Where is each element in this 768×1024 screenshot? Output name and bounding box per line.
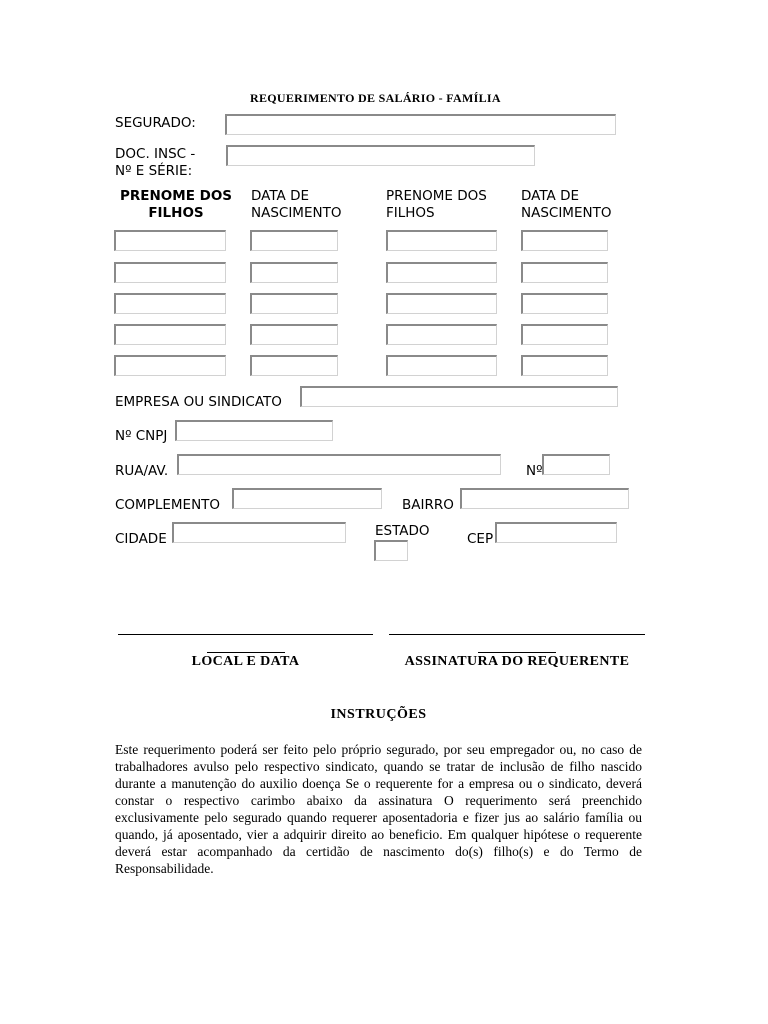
empresa-label: EMPRESA OU SINDICATO — [115, 394, 282, 410]
cidade-field[interactable] — [172, 522, 346, 543]
col4-header-line1: DATA DE — [521, 188, 579, 204]
child-birthdate-field[interactable] — [521, 230, 608, 251]
child-birthdate-field[interactable] — [250, 355, 338, 376]
child-birthdate-field[interactable] — [521, 293, 608, 314]
child-birthdate-field[interactable] — [521, 262, 608, 283]
col1-header — [112, 188, 240, 222]
local-data-short-line — [207, 652, 285, 653]
col3-header-line1: PRENOME DOS — [386, 188, 487, 204]
instructions-body: Este requerimento poderá ser feito pelo próprio segurado, por seu empregador ou, no caso de trabalhadores avulso pelo respectivo sindicato, quando se tratar de inclusão de filho nascido durante a manutenção do auxilio doença Se o requerente for a empresa ou o sindicato, deverá constar o respectivo carimbo abaixo da assinatura O requerimento será preenchido exclusivamente pelo segurado quando requerer aposentadoria e fizer jus ao salário família ou quando, já aposentado, vier a adquirir direito ao beneficio. Em qualquer hipótese o requerente deverá estar acompanhado da certidão de nascimento do(s) filho(s) e do Termo de Responsabilidade. — [115, 742, 642, 876]
child-name-field[interactable] — [114, 355, 226, 376]
instructions-heading: INSTRUÇÕES — [330, 707, 427, 722]
estado-label: ESTADO — [375, 523, 430, 539]
col3-header — [386, 188, 487, 222]
cnpj-field[interactable] — [175, 420, 333, 441]
child-name-field[interactable] — [114, 230, 226, 251]
child-birthdate-field[interactable] — [250, 324, 338, 345]
col1-header-line1: PRENOME DOS — [119, 188, 233, 204]
empresa-field[interactable] — [300, 386, 618, 407]
child-birthdate-field[interactable] — [250, 230, 338, 251]
col2-header-line1: DATA DE — [251, 188, 309, 204]
child-birthdate-field[interactable] — [250, 262, 338, 283]
child-name-field[interactable] — [114, 324, 226, 345]
doc-label-line1: DOC. INSC - — [115, 146, 196, 162]
child-name-field[interactable] — [386, 355, 497, 376]
col4-header — [521, 188, 611, 222]
child-name-field[interactable] — [114, 262, 226, 283]
doc-label-line2: Nº E SÉRIE: — [115, 163, 193, 179]
child-name-field[interactable] — [386, 262, 497, 283]
assinatura-signature-line — [389, 634, 645, 635]
cidade-label: CIDADE — [115, 531, 167, 547]
segurado-label: SEGURADO: — [115, 115, 196, 131]
numero-label: Nº — [526, 463, 543, 479]
rua-field[interactable] — [177, 454, 501, 475]
child-name-field[interactable] — [386, 293, 497, 314]
rua-label: RUA/AV. — [115, 463, 169, 479]
assinatura-caption: ASSINATURA DO REQUERENTE — [404, 654, 630, 669]
col3-header-line2: FILHOS — [386, 205, 435, 221]
doc-field[interactable] — [226, 145, 535, 166]
col2-header — [251, 188, 341, 222]
child-birthdate-field[interactable] — [521, 355, 608, 376]
local-data-signature-line — [118, 634, 373, 635]
cnpj-label: Nº CNPJ — [115, 428, 168, 444]
child-birthdate-field[interactable] — [250, 293, 338, 314]
local-data-caption: LOCAL E DATA — [191, 654, 300, 669]
numero-field[interactable] — [542, 454, 610, 475]
col1-header-line2: FILHOS — [148, 205, 204, 221]
child-name-field[interactable] — [386, 230, 497, 251]
col4-header-line2: NASCIMENTO — [521, 205, 612, 221]
segurado-field[interactable] — [225, 114, 616, 135]
complemento-label: COMPLEMENTO — [115, 497, 221, 513]
child-name-field[interactable] — [386, 324, 497, 345]
bairro-label: BAIRRO — [402, 497, 454, 513]
cep-label: CEP — [467, 531, 494, 547]
bairro-field[interactable] — [460, 488, 629, 509]
complemento-field[interactable] — [232, 488, 382, 509]
assinatura-short-line — [478, 652, 556, 653]
child-name-field[interactable] — [114, 293, 226, 314]
col2-header-line2: NASCIMENTO — [251, 205, 342, 221]
estado-field[interactable] — [374, 540, 408, 561]
child-birthdate-field[interactable] — [521, 324, 608, 345]
cep-field[interactable] — [495, 522, 617, 543]
form-title: REQUERIMENTO DE SALÁRIO - FAMÍLIA — [250, 91, 501, 105]
